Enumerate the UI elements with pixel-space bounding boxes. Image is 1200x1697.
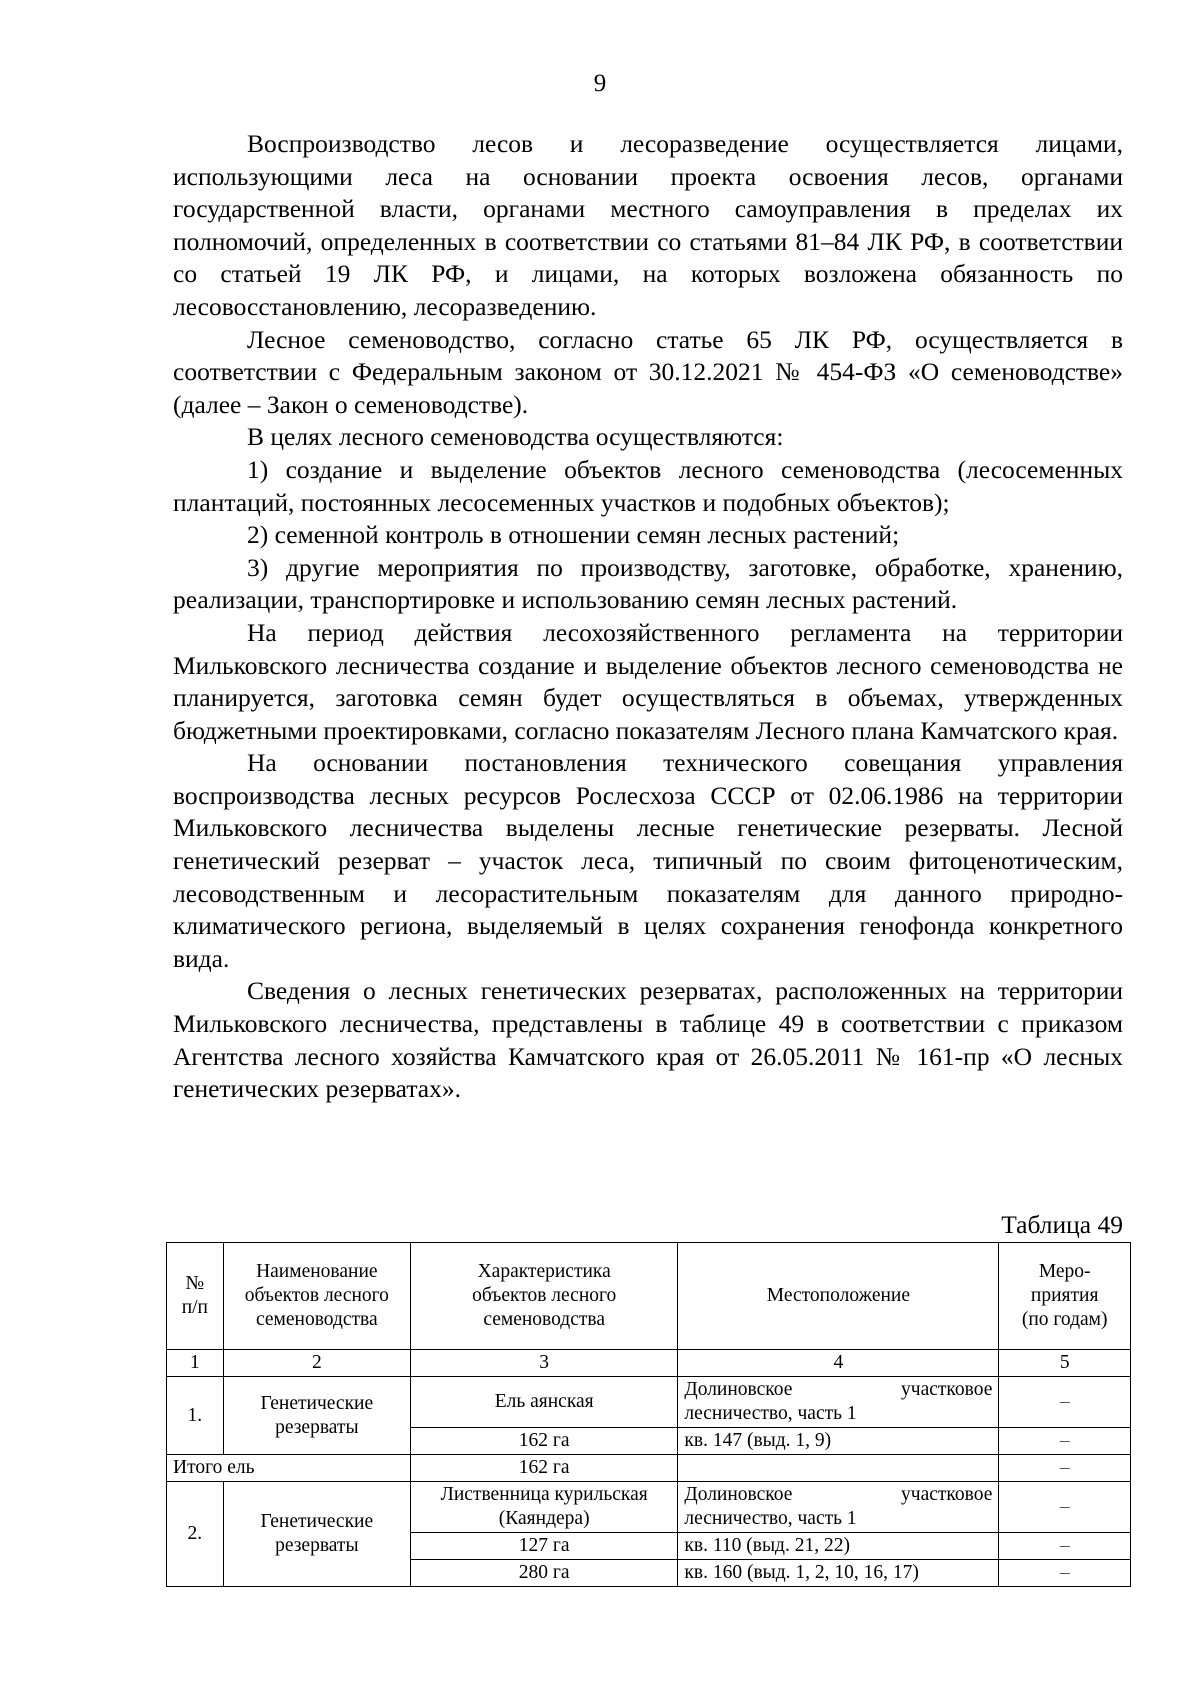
row-num: 1.: [167, 1377, 224, 1455]
column-number-row: [167, 1350, 1131, 1377]
page-number: 9: [593, 70, 607, 97]
column-number: 2: [223, 1350, 410, 1377]
row-species: Ель аянская: [410, 1377, 677, 1428]
paragraph-table-reference: Сведения о лесных генетических резерватах, расположенных на территории Мильковского лесничества, представлены в таблице 49 в соответствии с приказом Агентства лесного хозяйства Камчатского края от 26.05.2011 № 161-пр «О лесных генетических резерватах».: [173, 976, 1123, 1104]
row-object-name: Генетические резерваты: [223, 1377, 410, 1455]
table-total-row: [167, 1455, 1131, 1482]
column-number: 4: [678, 1350, 999, 1377]
header-location: Местоположение: [678, 1243, 999, 1350]
paragraph-plan: На период действия лесохозяйственного регламента на территории Мильковского лесничества создание и выделение объектов лесного семеноводства не планируется, заготовка семян будет осуществляться в объемах, утвержденных бюджетными проектировками, согласно показателям Лесного плана Камчатского края.: [173, 617, 1123, 745]
column-number: 5: [999, 1350, 1131, 1377]
total-measures: –: [999, 1455, 1131, 1482]
total-area: 162 га: [410, 1455, 677, 1482]
row-area: 280 га: [410, 1560, 677, 1587]
row-species: Лиственница курильская (Каяндера): [410, 1482, 677, 1533]
column-number: 1: [167, 1350, 224, 1377]
row-area: 162 га: [410, 1428, 677, 1455]
total-location: [678, 1455, 999, 1482]
row-object-name: Генетические резерваты: [223, 1482, 410, 1587]
table-header-row: [167, 1243, 1131, 1350]
row-area: 127 га: [410, 1533, 677, 1560]
header-characteristic: Характеристика объектов лесного семеноводства: [410, 1243, 677, 1350]
column-number: 3: [410, 1350, 677, 1377]
paragraph-genetic-reserves: На основании постановления технического совещания управления воспроизводства лесных ресурсов Рослесхоза СССР от 02.06.1986 на территории Мильковского лесничества выделены лесные генетические резерваты. Лесной генетический резерват – участок леса, типичный по своим фитоценотическим, лесоводственным и лесорастительным показателям для данного природно-климатического региона, выделяемый в целях сохранения генофонда конкретного вида.: [173, 748, 1123, 973]
row-quarter: кв. 160 (выд. 1, 2, 10, 16, 17): [678, 1560, 999, 1587]
header-num: № п/п: [167, 1243, 224, 1350]
list-item-2: 2) семенной контроль в отношении семян лесных растений;: [247, 520, 900, 550]
row-location: Долиновское участковое лесничество, часть 1: [678, 1482, 999, 1533]
seed-objects-table: [166, 1242, 1131, 1587]
body-text: [173, 128, 1123, 1106]
row-measures: –: [999, 1560, 1131, 1587]
paragraph-seed-production: Лесное семеноводство, согласно статье 65 ЛК РФ, осуществляется в соответствии с Федеральным законом от 30.12.2021 № 454-ФЗ «О семеноводстве» (далее – Закон о семеноводстве).: [173, 324, 1123, 419]
row-quarter: кв. 110 (выд. 21, 22): [678, 1533, 999, 1560]
header-measures: Меро- приятия (по годам): [999, 1243, 1131, 1350]
table-caption: Таблица 49: [1001, 1210, 1123, 1239]
paragraph-reproduction: Воспроизводство лесов и лесоразведение осуществляется лицами, использующими леса на основании проекта освоения лесов, органами государственной власти, органами местного самоуправления в пределах их полномочий, определенных в соответствии со статьями 81–84 ЛК РФ, в соответствии со статьей 19 ЛК РФ, и лицами, на которых возложена обязанность по лесовосстановлению, лесоразведению.: [173, 129, 1123, 321]
paragraph-goals-intro: В целях лесного семеноводства осуществляются:: [247, 422, 784, 452]
list-item-3: 3) другие мероприятия по производству, заготовке, обработке, хранению, реализации, транспортировке и использованию семян лесных растений.: [173, 552, 1123, 615]
row-quarter: кв. 147 (выд. 1, 9): [678, 1428, 999, 1455]
row-measures: –: [999, 1482, 1131, 1533]
row-num: 2.: [167, 1482, 224, 1587]
table-row: [167, 1482, 1131, 1533]
table-row: [167, 1377, 1131, 1428]
row-measures: –: [999, 1377, 1131, 1428]
row-measures: –: [999, 1533, 1131, 1560]
row-location: Долиновское участковое лесничество, часть 1: [678, 1377, 999, 1428]
total-label: Итого ель: [167, 1455, 411, 1482]
header-name: Наименование объектов лесного семеноводства: [223, 1243, 410, 1350]
row-measures: –: [999, 1428, 1131, 1455]
list-item-1: 1) создание и выделение объектов лесного семеноводства (лесосеменных плантаций, постоянных лесосеменных участков и подобных объектов);: [173, 454, 1123, 517]
